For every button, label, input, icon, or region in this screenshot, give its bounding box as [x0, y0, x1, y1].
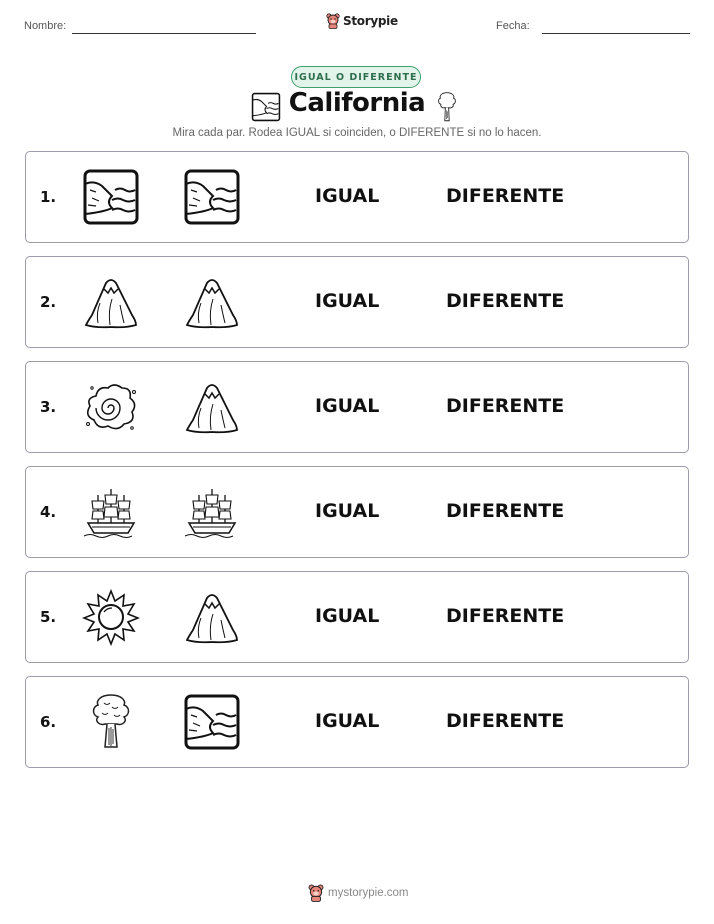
bear-mascot-icon: [308, 884, 324, 902]
instructions: Mira cada par. Rodea IGUAL si coinciden, o DIFERENTE si no lo hacen.: [172, 127, 542, 139]
igual-option[interactable]: IGUAL: [315, 710, 380, 732]
igual-option[interactable]: IGUAL: [315, 605, 380, 627]
diferente-option[interactable]: DIFERENTE: [446, 500, 565, 522]
footer: [308, 884, 409, 902]
question-row-4: [25, 466, 689, 558]
name-line[interactable]: [72, 33, 256, 34]
sailing-ship-icon: [183, 483, 241, 541]
mountain-icon: [183, 273, 241, 331]
igual-option[interactable]: IGUAL: [315, 185, 380, 207]
page-title: California: [288, 88, 426, 118]
mountain-icon: [82, 273, 140, 331]
question-number: 3.: [40, 398, 57, 416]
diferente-option[interactable]: DIFERENTE: [446, 290, 565, 312]
date-line[interactable]: [542, 33, 690, 34]
igual-option[interactable]: IGUAL: [315, 395, 380, 417]
question-row-5: [25, 571, 689, 663]
question-number: 5.: [40, 608, 57, 626]
diferente-option[interactable]: DIFERENTE: [446, 605, 565, 627]
question-number: 4.: [40, 503, 57, 521]
redwood-tree-icon: [436, 90, 458, 124]
question-number: 1.: [40, 188, 57, 206]
igual-option[interactable]: IGUAL: [315, 290, 380, 312]
coast-icon: [82, 168, 140, 226]
question-number: 2.: [40, 293, 57, 311]
sailing-ship-icon: [82, 483, 140, 541]
bear-mascot-icon: [326, 13, 340, 29]
question-row-1: [25, 151, 689, 243]
question-row-2: [25, 256, 689, 348]
diferente-option[interactable]: DIFERENTE: [446, 185, 565, 207]
brand-logo: [326, 13, 398, 29]
redwood-tree-icon: [82, 693, 140, 751]
mountain-icon: [183, 588, 241, 646]
question-row-3: [25, 361, 689, 453]
igual-option[interactable]: IGUAL: [315, 500, 380, 522]
question-number: 6.: [40, 713, 57, 731]
fog-cloud-icon: [82, 378, 140, 436]
diferente-option[interactable]: DIFERENTE: [446, 710, 565, 732]
name-label: Nombre:: [24, 20, 67, 32]
footer-url[interactable]: mystorypie.com: [328, 887, 409, 899]
mountain-icon: [183, 378, 241, 436]
coast-icon: [183, 693, 241, 751]
brand-name: Storypie: [343, 14, 398, 28]
question-row-6: [25, 676, 689, 768]
diferente-option[interactable]: DIFERENTE: [446, 395, 565, 417]
coast-icon: [183, 168, 241, 226]
date-label: Fecha:: [496, 20, 530, 32]
worksheet-type-badge: IGUAL O DIFERENTE: [291, 66, 421, 88]
coast-icon: [251, 92, 281, 122]
sun-icon: [82, 588, 140, 646]
